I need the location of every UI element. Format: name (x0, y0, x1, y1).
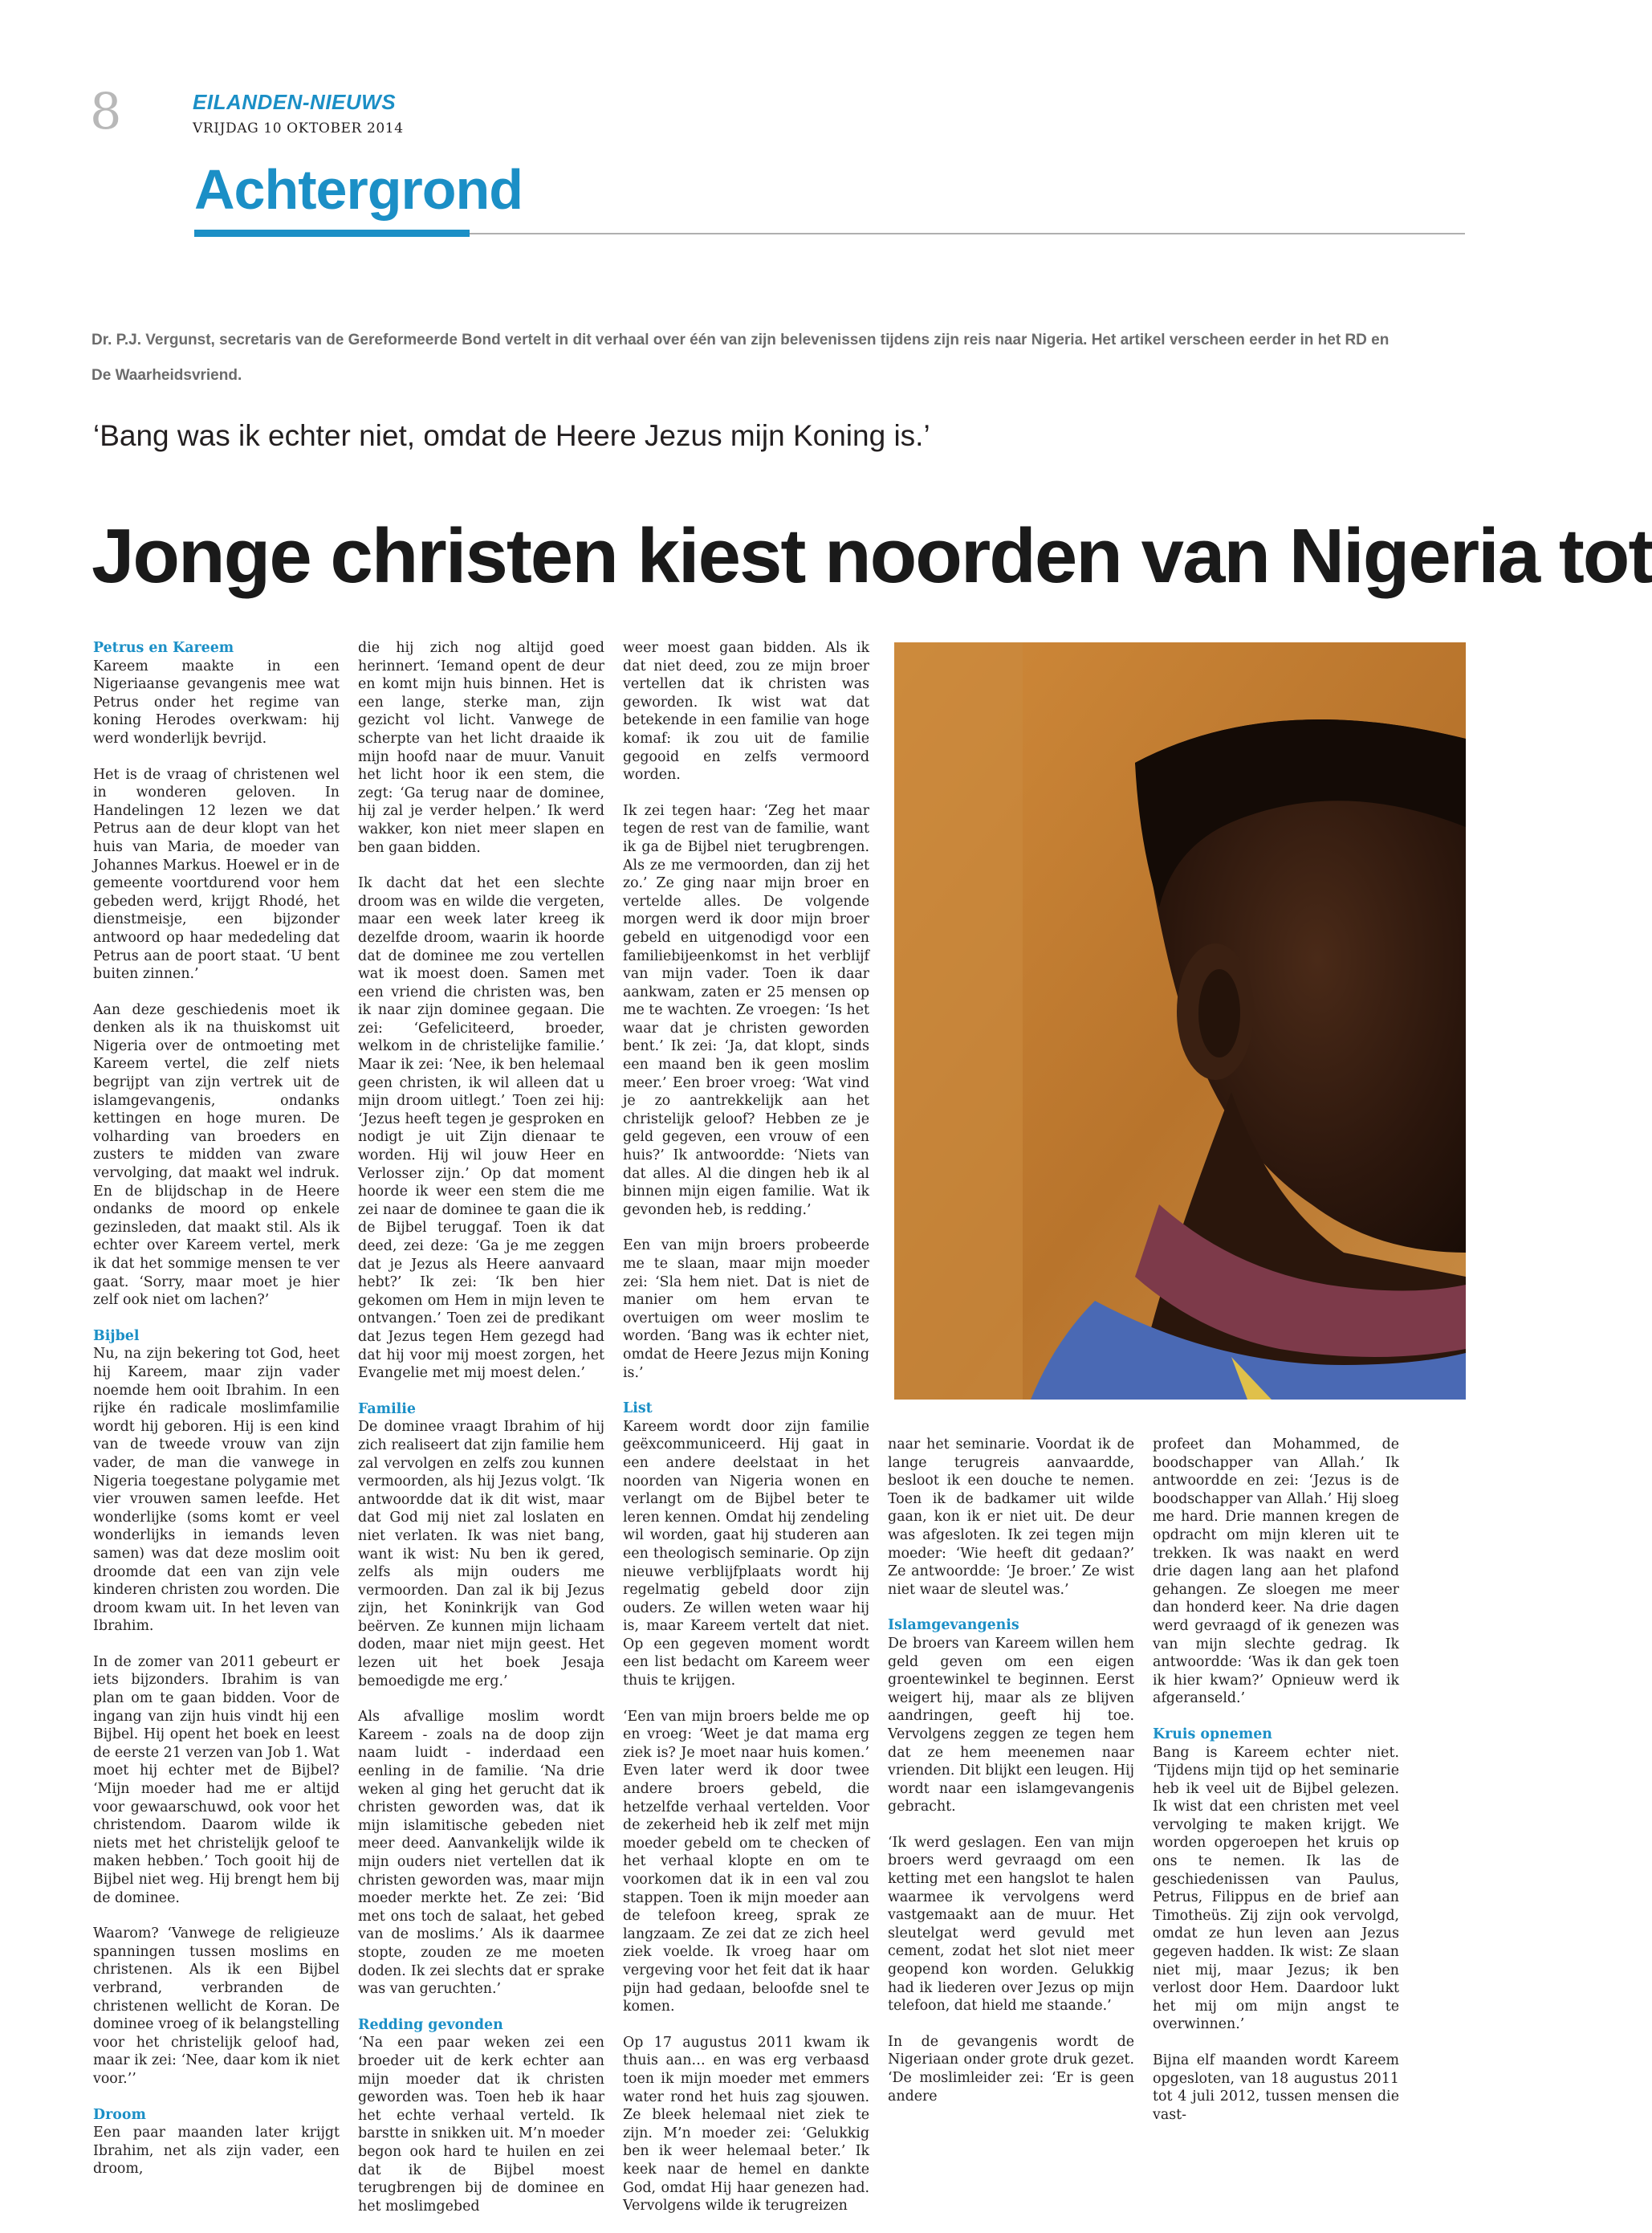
subheading: Islamgevangenis (888, 1617, 1019, 1634)
paragraph: Op 17 augustus 2011 kwam ik thuis aan… en was erg verbaasd toen ik mijn moeder met emmers water rond het huis zag sjouwen. Ze bleek helemaal niet ziek te zijn. M’n moeder zei: ‘Gelukkig ben ik weer helemaal beter.’ Ik keek naar de hemel en dankte God, omdat Hij haar genezen had. Vervolgens wilde ik terugreizen (623, 2034, 869, 2215)
subheading: Petrus en Kareem (93, 640, 234, 656)
pull-quote: ‘Bang was ik echter niet, omdat de Heere Jezus mijn Koning is.’ (93, 419, 930, 452)
paragraph: In de zomer van 2011 gebeurt er iets bijzonders. Ibrahim is van plan om te gaan bidden. Voor de ingang van zijn huis vindt hij een Bijbel. Hij opent het boek en leest de eerste 21 verzen van Job 1. Wat moet hij echter met de Bijbel? ‘Mijn moeder had me er altijd voor gewaarschuwd, ook voor het christendom. Daarom wilde ik niets met het christelijk geloof te maken hebben.’ Toch gooit hij de Bijbel niet weg. Hij brengt hem bij de dominee. (93, 1653, 340, 1906)
paragraph: naar het seminarie. Voordat ik de lange terugreis aanvaardde, besloot ik een douche te nemen. Toen ik de badkamer uit wilde gaan, kon ik er niet uit. De deur was afgesloten. Ik zei tegen mijn moeder: ‘Wie heeft dit gedaan?’ Ze antwoordde: ‘Je broer.’ Ze wist niet waar de sleutel was.’ (888, 1436, 1134, 1598)
section-rule-accent (194, 230, 470, 237)
paragraph: Nu, na zijn bekering tot God, heet hij Kareem, maar zijn vader noemde hem ooit Ibrahim. In een rijke én radicale moslimfamilie wordt hij geboren. Hij is een kind van de tweede vrouw van zijn vader, de man die vanwege in Nigeria toegestane polygamie met vier vrouwen samen leefde. Het wonderlijke (soms komt er veel wonderlijks in iemands leven samen) was dat deze moslim ooit droomde dat een van zijn vele kinderen christen zou worden. Die droom kwam uit. In het leven van Ibrahim. (93, 1346, 340, 1635)
section-title: Achtergrond (194, 158, 523, 221)
paragraph: Kareem wordt door zijn familie geëxcommuniceerd. Hij gaat in een andere deelstaat in het noorden van Nigeria wonen en verlangt om de Bijbel beter te leren kennen. Omdat hij zendeling wil worden, gaat hij studeren aan een theologisch seminarie. Op zijn nieuwe verblijfplaats wordt hij regelmatig gebeld door zijn ouders. Ze willen weten waar hij is, maar Kareem vertelt dat niet. Op een gegeven moment wordt een list bedacht om Kareem weer thuis te krijgen. (623, 1418, 869, 1689)
paragraph: Een paar maanden later krijgt Ibrahim, net als zijn vader, een droom, (93, 2125, 340, 2178)
article-column-1 (93, 639, 340, 2196)
subheading: Familie (358, 1400, 416, 1417)
paragraph: die hij zich nog altijd goed herinnert. ‘Iemand opent de deur en komt mijn huis binnen. Het is een lange, sterke man, zijn gezicht vol licht. Vanwege de scherpte van het licht draaide ik mijn hoofd naar de muur. Vanuit het licht hoor ik een stem, die zegt: ‘Ga terug naar de dominee, hij zal je verder helpen.’ Ik werd wakker, kon niet meer slapen en ben gaan bidden. (358, 640, 604, 856)
paragraph: Ik dacht dat het een slechte droom was en wilde die vergeten, maar een week later kreeg ik dezelfde droom, waarin ik hoorde dat de dominee me zou vertellen wat ik moest doen. Samen met een vriend die christen was, ben ik naar zijn dominee gegaan. Die zei: ‘Gefeliciteerd, broeder, welkom in de christelijke familie.’ Maar ik zei: ‘Nee, ik ben helemaal geen christen, ik wil alleen dat u mijn droom uitlegt.’ Toen zei hij: ‘Jezus heeft tegen je gesproken en nodigt je uit Zijn dienaar te worden. Hij wil jouw Heer en Verlosser zijn.’ Op dat moment hoorde ik weer een stem die me zei naar de dominee te gaan die ik de Bijbel teruggaf. Toen ik dat deed, zei deze: ‘Ga je me zeggen dat je Jezus als Heere aanvaard hebt?’ Ik zei: ‘Ik ben hier gekomen om Hem in mijn leven te ontvangen.’ Toen zei de predikant dat Jezus tegen Hem gezegd had dat hij voor mij moest zorgen, het Evangelie met mij moest delen.’ (358, 875, 604, 1382)
paragraph: ‘Ik werd geslagen. Een van mijn broers werd gevraagd om een ketting met een hangslot te halen waarmee ik vervolgens werd vastgemaakt aan de muur. Het sleutelgat werd gevuld met cement, zodat het slot niet meer geopend kon worden. Gelukkig had ik liederen over Jezus op mijn telefoon, dat hield me staande.’ (888, 1834, 1134, 2015)
paragraph: Bijna elf maanden wordt Kareem opgesloten, van 18 augustus 2011 tot 4 juli 2012, tussen mensen die vast- (1153, 2052, 1399, 2123)
subheading: Kruis opnemen (1153, 1726, 1272, 1742)
paragraph: Kareem maakte in een Nigeriaanse gevangenis mee wat Petrus onder het regime van koning Herodes overkwam: hij werd wonderlijk bevrijd. (93, 658, 340, 747)
page-number: 8 (90, 82, 122, 141)
article-photo (894, 642, 1466, 1400)
article-column-3 (623, 639, 869, 2233)
article-intro: Dr. P.J. Vergunst, secretaris van de Gereformeerde Bond vertelt in dit verhaal over één van zijn belevenissen tijdens zijn reis naar Nigeria. Het artikel verscheen eerder in het RD en De Waarheidsvriend. (92, 332, 1390, 384)
article-column-4 (888, 1436, 1134, 2123)
paragraph: De broers van Kareem willen hem geld geven om een eigen groentewinkel te beginnen. Eerst weigert hij, maar als ze blijven aandringen, geeft hij toe. Vervolgens zeggen ze tegen hem dat ze hem meenemen naar vrienden. Dit blijkt een leugen. Hij wordt naar een islamgevangenis gebracht. (888, 1635, 1134, 1815)
paragraph: weer moest gaan bidden. Als ik dat niet deed, zou ze mijn broer vertellen dat ik christen was geworden. Ik wist wat dat betekende in een familie van hoge komaf: ik zou uit de familie gegooid en zelfs vermoord worden. (623, 640, 869, 784)
paragraph: In de gevangenis wordt de Nigeriaan onder grote druk gezet. ‘De moslimleider zei: ‘Er is geen andere (888, 2033, 1134, 2105)
paragraph: ‘Een van mijn broers belde me op en vroeg: ‘Weet je dat mama erg ziek is? Je moet naar huis komen.’ Even later werd ik door twee andere broers gebeld, die hetzelfde verhaal vertelden. Voor de zekerheid heb ik zelf met mijn moeder gebeld om te checken of het verhaal klopte en om te voorkomen dat ik in een val zou stappen. Toen ik mijn moeder aan de telefoon kreeg, sprak ze langzaam. Ze zei dat ze zich heel ziek voelde. Ik vroeg haar om vergeving voor het feit dat ik haar pijn had gedaan, beloofde snel te komen. (623, 1708, 869, 2015)
paragraph: Als afvallige moslim wordt Kareem - zoals na de doop zijn naam luidt - inderdaad een eenling in de familie. ‘Na drie weken al ging het gerucht dat ik christen geworden was, dat ik mijn islamitische gebeden niet meer deed. Aanvankelijk wilde ik mijn ouders niet vertellen dat ik christen geworden was, maar mijn moeder merkte het. Ze zei: ‘Bid met ons toch de salaat, het gebed van de moslims.’ Als ik daarmee stopte, zouden ze me moeten doden. Ik zei slechts dat er sprake was van geruchten.’ (358, 1709, 604, 1998)
section-rule (470, 233, 1465, 234)
article-headline: Jonge christen kiest noorden van Nigeria tot (92, 513, 1652, 599)
paragraph: ‘Na een paar weken zei een broeder uit de kerk echter aan mijn moeder dat ik christen geworden was. Toen heb ik haar het echte verhaal verteld. Ik barstte in snikken uit. M’n moeder begon ook hard te huilen en zei dat ik de Bijbel moest terugbrengen bij de dominee en het moslimgebed (358, 2035, 604, 2215)
paragraph: De dominee vraagt Ibrahim of hij zich realiseert dat zijn familie hem zal vervolgen en zelfs zou kunnen vermoorden, als hij Jezus volgt. ‘Ik antwoordde dat ik dit wist, maar dat God mij niet zal loslaten en niet verlaten. Ik was niet bang, want ik wist: Nu ben ik gered, zelfs als mijn ouders me vermoorden. Dan zal ik bij Jezus zijn, het Koninkrijk van God beërven. Ze kunnen mijn lichaam doden, maar niet mijn geest. Het lezen uit het boek Jesaja bemoedigde me erg.’ (358, 1419, 604, 1689)
paragraph: Ik zei tegen haar: ‘Zeg het maar tegen de rest van de familie, want ik ga de Bijbel niet terugbrengen. Als ze me vermoorden, dan zij het zo.’ Ze ging naar mijn broer en vertelde alles. De volgende morgen werd ik door mijn broer gebeld en uitgenodigd voor een familiebijeenkomst in het verblijf van mijn vader. Toen ik daar aankwam, zaten er 25 mensen op me te wachten. Ze vroegen: ‘Is het waar dat je christen geworden bent.’ Ik zei: ‘Ja, dat klopt, sinds een maand ben ik geen moslim meer.’ Een broer vroeg: ‘Wat vind je zo aantrekkelijk aan het christelijk geloof? Hebben ze je geld gegeven, een vrouw of een huis?’ Ik antwoordde: ‘Niets van dat alles. Al die dingen heb ik al binnen mijn eigen familie. Wat ik gevonden heb, is redding.’ (623, 802, 869, 1218)
paragraph: Een van mijn broers probeerde me te slaan, maar mijn moeder zei: ‘Sla hem niet. Dat is niet de manier om hem ervan te overtuigen om weer moslim te worden. ‘Bang was ik echter niet, omdat de Heere Jezus mijn Koning is.’ (623, 1237, 869, 1381)
article-column-2 (358, 639, 604, 2233)
paragraph: Het is de vraag of christenen wel in wonderen geloven. In Handelingen 12 lezen we dat Petrus aan de deur klopt van het huis van Maria, de moeder van Johannes Markus. Hoewel er in de gemeente voortdurend voor hem gebeden werd, krijgt Rhodé, het dienstmeisje, een bijzonder antwoord op haar mededeling dat Petrus aan de poort staat. ‘U bent buiten zinnen.’ (93, 766, 340, 983)
article-column-5 (1153, 1436, 1399, 2141)
paragraph: profeet dan Mohammed, de boodschapper van Allah.’ Ik antwoordde en zei: ‘Jezus is de boodschapper van Allah.’ Hij sloeg me hard. Drie mannen kregen de opdracht om mijn kleren uit te trekken. Ik was naakt en werd drie dagen lang aan het plafond gehangen. Ze sloegen me meer dan honderd keer. Na drie dagen werd gevraagd of ik genezen was van mijn slechte gedrag. Ik antwoordde: ‘Was ik dan gek toen ik hier kwam?’ Opnieuw werd ik afgeranseld.’ (1153, 1436, 1399, 1707)
issue-date: VRIJDAG 10 OKTOBER 2014 (193, 120, 404, 137)
subheading: List (623, 1400, 653, 1417)
paragraph: Waarom? ‘Vanwege de religieuze spanningen tussen moslims en christenen. Als ik een Bijbel verbrand, verbranden de christenen wellicht de Koran. De dominee vroeg of ik belangstelling voor het christelijk geloof had, maar ik zei: ‘Nee, daar kom ik niet voor.’’ (93, 1925, 340, 2087)
paragraph: Bang is Kareem echter niet. ‘Tijdens mijn tijd op het seminarie heb ik veel uit de Bijbel gelezen. Ik wist dat een christen met veel vervolging te maken krijgt. We worden opgeroepen het kruis op ons te nemen. Ik las de geschiedenissen van Paulus, Petrus, Filippus en de brief aan Timotheüs. Zij zijn ook vervolgd, omdat ze hun leven aan Jezus gegeven hadden. Ik wist: Ze slaan niet mij, maar Jezus; ik ben verlost door Hem. Daardoor lukt het mij om mijn angst te overwinnen.’ (1153, 1744, 1399, 2033)
newspaper-masthead: EILANDEN-NIEUWS (193, 90, 397, 114)
subheading: Bijbel (93, 1327, 140, 1344)
subheading: Droom (93, 2106, 146, 2123)
subheading: Redding gevonden (358, 2016, 503, 2033)
paragraph: Aan deze geschiedenis moet ik denken als ik na thuiskomst uit Nigeria over de ontmoeting met Kareem vertel, die zelf niets begrijpt van zijn vertrek uit de islamgevangenis, ondanks kettingen en hoge muren. De volharding van broeders en zusters te midden van zware vervolging, dat maakt wel indruk. En de blijdschap in de Heere ondanks de moord op enkele gezinsleden, dat maakt stil. Als ik echter over Kareem vertel, merk ik dat het sommige mensen te ver gaat. ‘Sorry, maar moet je hier zelf ook niet om lachen?’ (93, 1001, 340, 1309)
